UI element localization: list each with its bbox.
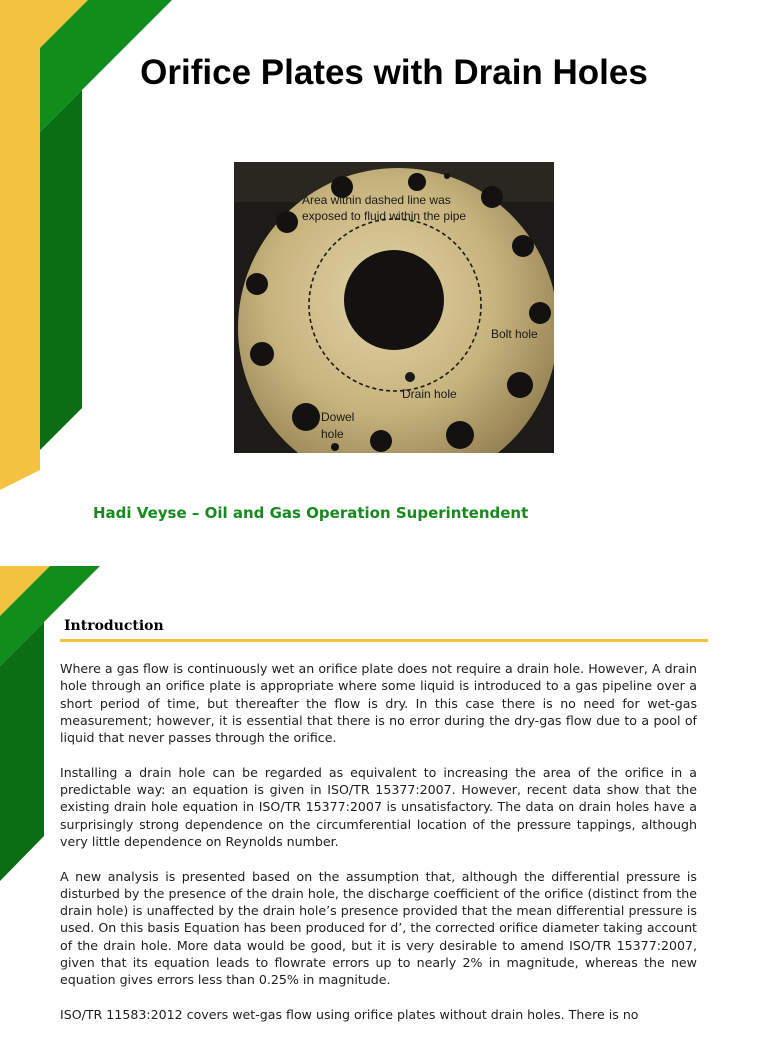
annotation-area-line1: Area within dashed line was	[302, 193, 451, 207]
annotation-dowel-line2: hole	[321, 427, 344, 441]
paragraph: ISO/TR 11583:2012 covers wet-gas flow using orifice plates without drain holes. There is no	[60, 1006, 639, 1022]
heading-divider	[60, 639, 708, 642]
section-heading-introduction: Introduction	[64, 618, 164, 634]
annotation-dowel-line1: Dowel	[321, 410, 355, 424]
orifice-plate-photo	[234, 162, 554, 453]
annotation-bolt-hole: Bolt hole	[491, 327, 538, 341]
page-title: Orifice Plates with Drain Holes	[140, 53, 648, 92]
paragraph: Where a gas flow is continuously wet an orifice plate does not require a drain hole. However, A drain hole through an orifice plate is appropriate where some liquid is introduced to a gas pipeline over a short period of time, but thereafter the flow is dry. In this case there is no need for wet-gas measurement; however, it is essential that there is no error during the dry-gas flow due to a pool of liquid that never passes through the orifice.	[60, 661, 697, 746]
intro-body	[60, 660, 697, 1041]
author-line: Hadi Veyse – Oil and Gas Operation Superintendent	[93, 504, 529, 522]
annotation-drain-hole: Drain hole	[402, 387, 457, 401]
paragraph: Installing a drain hole can be regarded as equivalent to increasing the area of the orifice in a predictable way: an equation is given in ISO/TR 15377:2007. However, recent data show that the existing drain hole equation in ISO/TR 15377:2007 is unsatisfactory. The data on drain holes have a surprisingly strong dependence on the circumferential location of the pressure tappings, although very little dependence on Reynolds number.	[60, 764, 697, 849]
paragraph: A new analysis is presented based on the assumption that, although the differential pressure is disturbed by the presence of the drain hole, the discharge coefficient of the orifice (distinct from the drain hole) is unaffected by the drain hole’s presence provided that the mean differential pressure is used. On this basis Equation has been produced for d’, the corrected orifice diameter taking account of the drain hole. More data would be good, but it is very desirable to amend ISO/TR 15377:2007, given that its equation leads to flowrate errors up to nearly 2% in magnitude, whereas the new equation gives errors less than 0.25% in magnitude.	[60, 868, 697, 988]
annotation-area-line2: exposed to fluid within the pipe	[302, 209, 467, 223]
